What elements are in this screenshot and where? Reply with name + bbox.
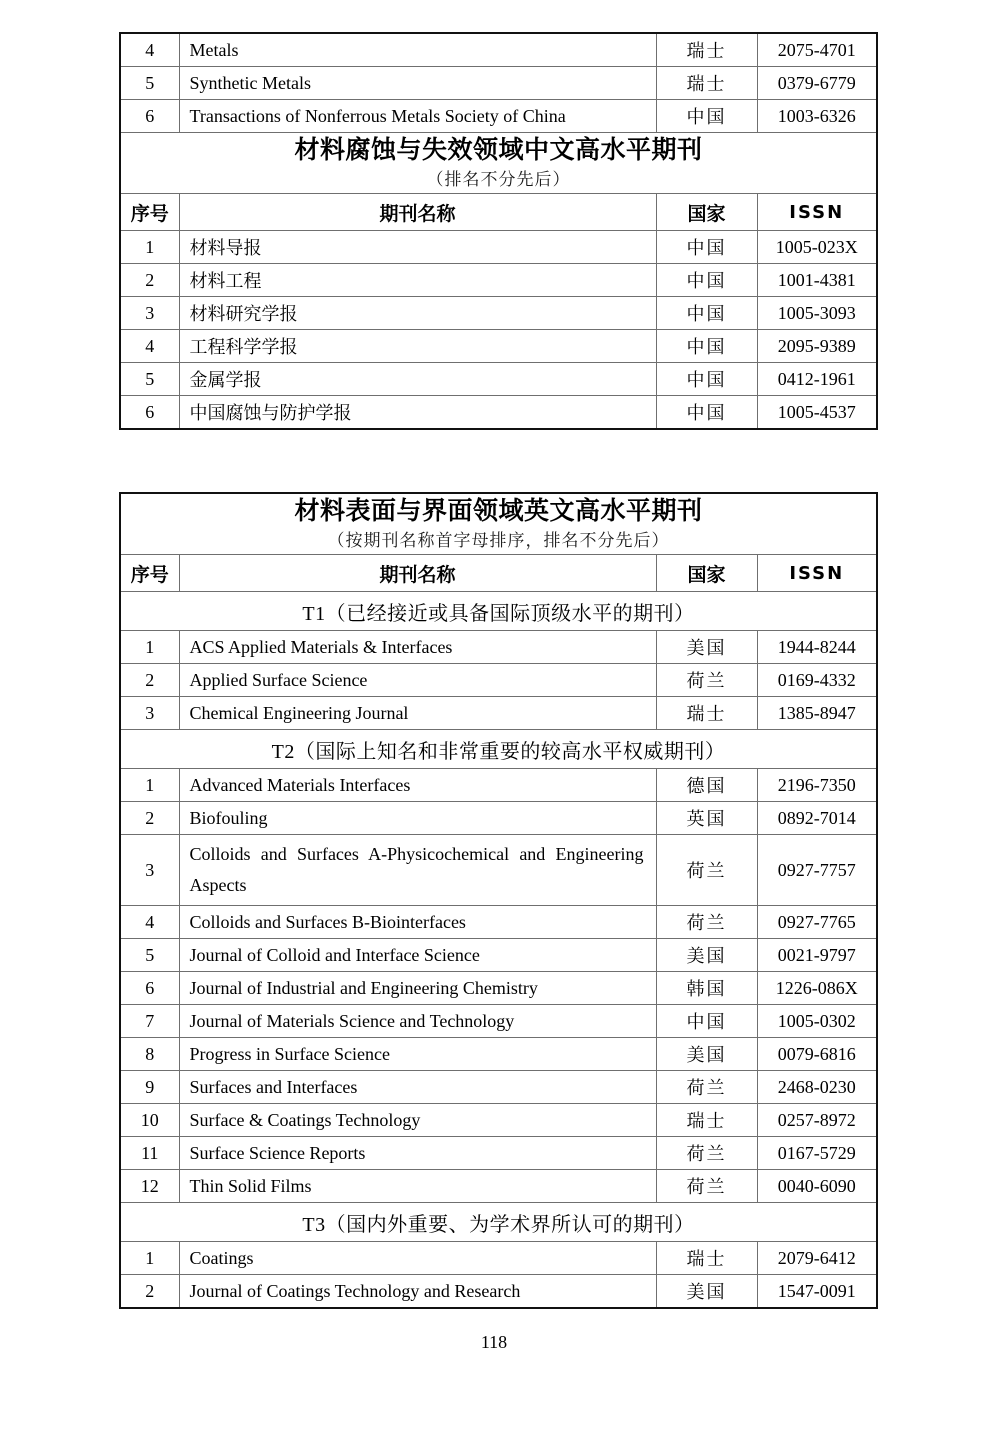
cell-issn: 0169-4332 bbox=[757, 664, 877, 697]
cell-issn: 0379-6779 bbox=[757, 67, 877, 100]
cell-index: 1 bbox=[120, 631, 179, 664]
cell-journal-name: Journal of Materials Science and Technology bbox=[179, 1005, 656, 1038]
cell-country: 美国 bbox=[656, 1038, 757, 1071]
cell-journal-name: Surface Science Reports bbox=[179, 1137, 656, 1170]
cell-index: 4 bbox=[120, 330, 179, 363]
cell-index: 7 bbox=[120, 1005, 179, 1038]
column-header-country: 国家 bbox=[656, 555, 757, 592]
table-row bbox=[120, 67, 877, 100]
table-row bbox=[120, 906, 877, 939]
column-header-country: 国家 bbox=[656, 194, 757, 231]
table-header-row bbox=[120, 555, 877, 592]
cell-index: 5 bbox=[120, 363, 179, 396]
cell-index: 1 bbox=[120, 769, 179, 802]
cell-country: 中国 bbox=[656, 363, 757, 396]
column-header-issn: ISSN bbox=[757, 194, 877, 231]
cell-issn: 1001-4381 bbox=[757, 264, 877, 297]
cell-journal-name: 材料研究学报 bbox=[179, 297, 656, 330]
cell-index: 10 bbox=[120, 1104, 179, 1137]
cell-journal-name: Metals bbox=[179, 33, 656, 67]
cell-issn: 0412-1961 bbox=[757, 363, 877, 396]
tier-section-row bbox=[120, 730, 877, 769]
cell-country: 韩国 bbox=[656, 972, 757, 1005]
cell-journal-name: Chemical Engineering Journal bbox=[179, 697, 656, 730]
tier-section-label: T1（已经接近或具备国际顶级水平的期刊） bbox=[120, 592, 877, 631]
cell-journal-name: Thin Solid Films bbox=[179, 1170, 656, 1203]
table-row bbox=[120, 33, 877, 67]
table-row bbox=[120, 1242, 877, 1275]
cell-journal-name: 中国腐蚀与防护学报 bbox=[179, 396, 656, 430]
table-row bbox=[120, 631, 877, 664]
table-title-row bbox=[120, 493, 877, 555]
cell-issn: 1005-023X bbox=[757, 231, 877, 264]
cell-journal-name: Biofouling bbox=[179, 802, 656, 835]
table-title-cell bbox=[120, 493, 877, 555]
cell-journal-name: Transactions of Nonferrous Metals Society of China bbox=[179, 100, 656, 133]
cell-index: 12 bbox=[120, 1170, 179, 1203]
cell-index: 11 bbox=[120, 1137, 179, 1170]
table-row bbox=[120, 264, 877, 297]
cell-journal-name: Progress in Surface Science bbox=[179, 1038, 656, 1071]
cell-index: 2 bbox=[120, 264, 179, 297]
table-row bbox=[120, 697, 877, 730]
column-header-journal-name: 期刊名称 bbox=[179, 555, 656, 592]
tier-section-label: T3（国内外重要、为学术界所认可的期刊） bbox=[120, 1203, 877, 1242]
table-row bbox=[120, 297, 877, 330]
cell-index: 5 bbox=[120, 67, 179, 100]
cell-issn: 1226-086X bbox=[757, 972, 877, 1005]
table-row bbox=[120, 835, 877, 906]
table-subtitle: （排名不分先后） bbox=[426, 170, 571, 189]
cell-issn: 0040-6090 bbox=[757, 1170, 877, 1203]
cell-index: 3 bbox=[120, 297, 179, 330]
cell-journal-name: 金属学报 bbox=[179, 363, 656, 396]
cell-journal-name: Colloids and Surfaces A-Physicochemical and Engineering Aspects bbox=[179, 835, 656, 906]
cell-country: 中国 bbox=[656, 297, 757, 330]
table-row bbox=[120, 664, 877, 697]
table-title-cell bbox=[120, 133, 877, 194]
cell-issn: 0927-7757 bbox=[757, 835, 877, 906]
cell-country: 中国 bbox=[656, 396, 757, 430]
column-header-issn: ISSN bbox=[757, 555, 877, 592]
table-subtitle: （按期刊名称首字母排序，排名不分先后） bbox=[327, 531, 670, 550]
cell-index: 3 bbox=[120, 697, 179, 730]
cell-country: 荷兰 bbox=[656, 835, 757, 906]
cell-issn: 1944-8244 bbox=[757, 631, 877, 664]
journal-table-corrosion-chinese bbox=[119, 32, 878, 430]
cell-index: 1 bbox=[120, 231, 179, 264]
cell-issn: 1003-6326 bbox=[757, 100, 877, 133]
cell-journal-name: Synthetic Metals bbox=[179, 67, 656, 100]
cell-issn: 0079-6816 bbox=[757, 1038, 877, 1071]
cell-issn: 1385-8947 bbox=[757, 697, 877, 730]
cell-index: 5 bbox=[120, 939, 179, 972]
cell-journal-name: 材料导报 bbox=[179, 231, 656, 264]
tier-section-row bbox=[120, 1203, 877, 1242]
cell-country: 瑞士 bbox=[656, 67, 757, 100]
cell-issn: 0021-9797 bbox=[757, 939, 877, 972]
tier-section-label: T2（国际上知名和非常重要的较高水平权威期刊） bbox=[120, 730, 877, 769]
table-row bbox=[120, 939, 877, 972]
cell-country: 瑞士 bbox=[656, 697, 757, 730]
cell-index: 6 bbox=[120, 972, 179, 1005]
cell-journal-name: Journal of Colloid and Interface Science bbox=[179, 939, 656, 972]
cell-issn: 1005-4537 bbox=[757, 396, 877, 430]
cell-issn: 2196-7350 bbox=[757, 769, 877, 802]
page-number: 118 bbox=[480, 1332, 508, 1352]
column-header-index: 序号 bbox=[120, 194, 179, 231]
table-row bbox=[120, 972, 877, 1005]
table-row bbox=[120, 1137, 877, 1170]
column-header-index: 序号 bbox=[120, 555, 179, 592]
cell-journal-name: 工程科学学报 bbox=[179, 330, 656, 363]
cell-country: 中国 bbox=[656, 264, 757, 297]
cell-journal-name: 材料工程 bbox=[179, 264, 656, 297]
cell-country: 荷兰 bbox=[656, 1170, 757, 1203]
cell-issn: 2079-6412 bbox=[757, 1242, 877, 1275]
cell-journal-name: Journal of Coatings Technology and Research bbox=[179, 1275, 656, 1309]
cell-country: 美国 bbox=[656, 1275, 757, 1309]
cell-index: 6 bbox=[120, 100, 179, 133]
cell-journal-name: Applied Surface Science bbox=[179, 664, 656, 697]
cell-index: 2 bbox=[120, 1275, 179, 1309]
table-row bbox=[120, 1071, 877, 1104]
cell-issn: 1005-3093 bbox=[757, 297, 877, 330]
cell-country: 英国 bbox=[656, 802, 757, 835]
cell-country: 荷兰 bbox=[656, 906, 757, 939]
table-row bbox=[120, 1038, 877, 1071]
cell-journal-name: Coatings bbox=[179, 1242, 656, 1275]
cell-issn: 2095-9389 bbox=[757, 330, 877, 363]
cell-issn: 0927-7765 bbox=[757, 906, 877, 939]
table-row bbox=[120, 1104, 877, 1137]
journal-table-surface-interface-english bbox=[119, 492, 878, 1309]
cell-issn: 1005-0302 bbox=[757, 1005, 877, 1038]
cell-country: 瑞士 bbox=[656, 1104, 757, 1137]
cell-index: 8 bbox=[120, 1038, 179, 1071]
table-title: 材料表面与界面领域英文高水平期刊 bbox=[294, 496, 703, 525]
tier-section-row bbox=[120, 592, 877, 631]
cell-index: 9 bbox=[120, 1071, 179, 1104]
cell-country: 中国 bbox=[656, 330, 757, 363]
cell-country: 荷兰 bbox=[656, 664, 757, 697]
cell-issn: 0257-8972 bbox=[757, 1104, 877, 1137]
cell-index: 6 bbox=[120, 396, 179, 430]
cell-issn: 1547-0091 bbox=[757, 1275, 877, 1309]
cell-journal-name: Colloids and Surfaces B-Biointerfaces bbox=[179, 906, 656, 939]
cell-index: 2 bbox=[120, 664, 179, 697]
cell-country: 瑞士 bbox=[656, 1242, 757, 1275]
table-row bbox=[120, 1005, 877, 1038]
cell-country: 荷兰 bbox=[656, 1071, 757, 1104]
table-row bbox=[120, 330, 877, 363]
cell-journal-name: Surfaces and Interfaces bbox=[179, 1071, 656, 1104]
table-row bbox=[120, 769, 877, 802]
cell-journal-name: Journal of Industrial and Engineering Chemistry bbox=[179, 972, 656, 1005]
cell-country: 中国 bbox=[656, 100, 757, 133]
cell-journal-name: ACS Applied Materials & Interfaces bbox=[179, 631, 656, 664]
cell-journal-name: Advanced Materials Interfaces bbox=[179, 769, 656, 802]
cell-country: 美国 bbox=[656, 939, 757, 972]
cell-issn: 2075-4701 bbox=[757, 33, 877, 67]
cell-country: 中国 bbox=[656, 231, 757, 264]
table-row bbox=[120, 1170, 877, 1203]
cell-issn: 2468-0230 bbox=[757, 1071, 877, 1104]
cell-index: 4 bbox=[120, 33, 179, 67]
cell-country: 瑞士 bbox=[656, 33, 757, 67]
table-row bbox=[120, 363, 877, 396]
cell-country: 美国 bbox=[656, 631, 757, 664]
table-header-row bbox=[120, 194, 877, 231]
cell-index: 2 bbox=[120, 802, 179, 835]
table-row bbox=[120, 231, 877, 264]
table-row bbox=[120, 802, 877, 835]
cell-journal-name: Surface & Coatings Technology bbox=[179, 1104, 656, 1137]
table-title-row bbox=[120, 133, 877, 194]
table-row bbox=[120, 100, 877, 133]
cell-issn: 0167-5729 bbox=[757, 1137, 877, 1170]
cell-issn: 0892-7014 bbox=[757, 802, 877, 835]
cell-country: 荷兰 bbox=[656, 1137, 757, 1170]
cell-index: 1 bbox=[120, 1242, 179, 1275]
table-row bbox=[120, 396, 877, 430]
table-title: 材料腐蚀与失效领域中文高水平期刊 bbox=[294, 135, 703, 164]
cell-index: 4 bbox=[120, 906, 179, 939]
cell-country: 德国 bbox=[656, 769, 757, 802]
table-row bbox=[120, 1275, 877, 1309]
cell-index: 3 bbox=[120, 835, 179, 906]
cell-country: 中国 bbox=[656, 1005, 757, 1038]
column-header-journal-name: 期刊名称 bbox=[179, 194, 656, 231]
